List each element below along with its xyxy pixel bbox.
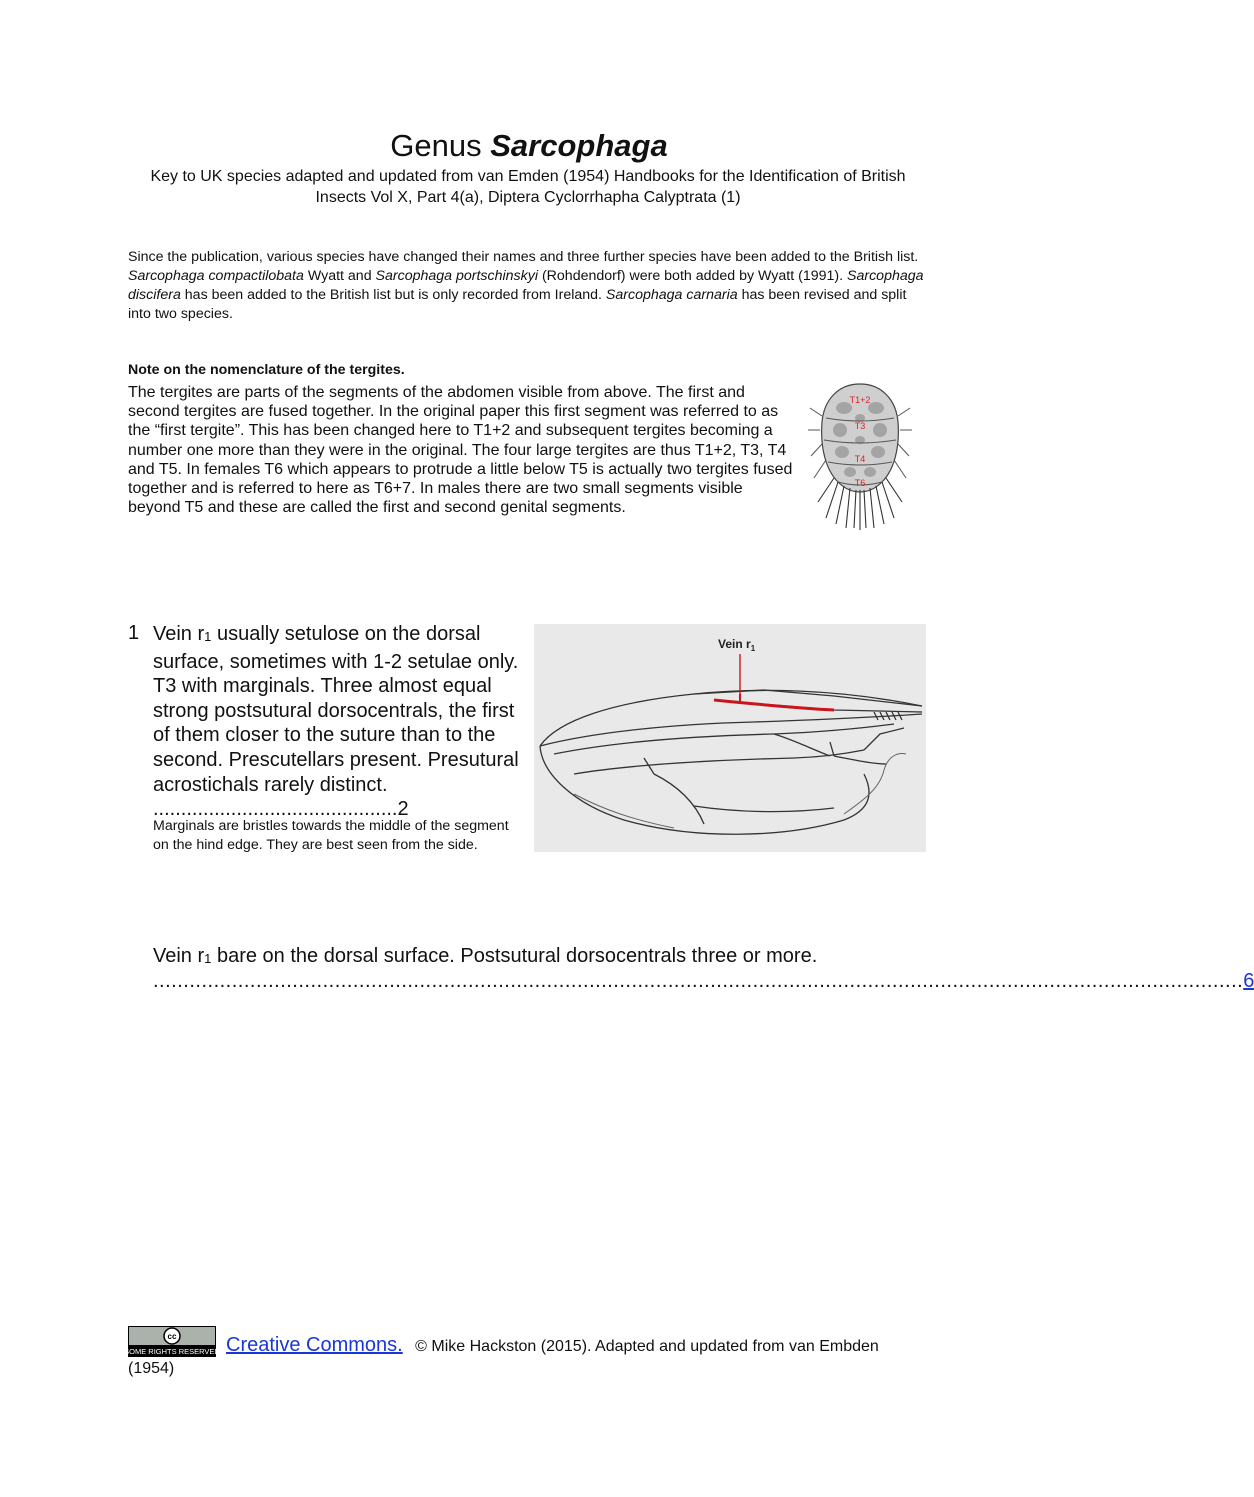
page-title [0,128,1058,164]
title-genus-name: Sarcophaga [490,128,668,163]
intro-text: has been added to the British list but is only recorded from Ireland. [180,287,606,303]
creative-commons-link[interactable]: Creative Commons. [226,1334,403,1356]
svg-text:SOME RIGHTS RESERVED: SOME RIGHTS RESERVED [124,1347,220,1356]
intro-text: (Rohdendorf) were both added by Wyatt (1991). [538,268,848,284]
intro-text: Wyatt and [303,268,376,284]
couplet-text: Vein r [153,945,205,967]
couplet-1-footnote: Marginals are bristles towards the middle of the segment on the hind edge. They are best seen from the side. [153,818,509,853]
vein-subscript: 1 [204,629,212,644]
leader-dots: .................................................................................................................................................................................... [153,970,1244,992]
couplet-text: Vein r [153,623,205,645]
couplet-1-alternative [153,944,928,971]
couplet-text: bare on the dorsal surface. Postsutural dorsocentrals three or more. [211,945,818,967]
intro-text: Since the publication, various species have changed their names and three further species have been added to the British list. [128,249,919,265]
species-name: Sarcophaga compactilobata [128,268,304,284]
species-name: Sarcophaga carnaria [605,287,738,303]
intro-paragraph [128,248,928,324]
couplet-number: 1 [128,622,140,644]
note-body: The tergites are parts of the segments of the abdomen visible from above. The first and second tergites are fused together. In the original paper this first segment was referred to as the “first tergite”. This has been changed here to T1+2 and subsequent tergites becoming a number one more than they were in the original. The four large tergites are thus T1+2, T3, T4 and T5. In females T6 which appears to protrude a little below T5 is actually two tergites fused together and is referred to here as T6+7. In males there are two small segments visible beyond T5 and these are called the first and second genital segments. [128,384,793,517]
copyright-text: © Mike Hackston (2015). Adapted and updated from van Embden (1954) [128,1338,879,1377]
couplet-1-lead [153,622,525,822]
note-heading: Note on the nomenclature of the tergites. [128,362,405,378]
intro-text: has been revised and split into two species. [128,287,907,322]
goto-couplet-6-link[interactable]: 6 [1243,970,1254,992]
vein-subscript: 1 [204,951,212,966]
tergite-label-t3: T3 [854,421,866,431]
abdomen-tergite-figure [808,378,912,530]
svg-text:cc: cc [167,1332,177,1341]
species-name: Sarcophaga discifera [128,268,924,303]
couplet-text: usually setulose on the dorsal surface, sometimes with 1-2 setulae only. T3 with marginals. Three almost equal strong postsutural dorsocentrals, the first of them closer to the suture than to the second. Prescutellars present. Presutural acrostichals rarely distinct. ............................................2 [153,623,519,821]
wing-vein-figure [534,624,926,852]
vein-r1-label: Vein $r_1$ [718,637,756,653]
title-genus: Genus [390,128,491,163]
tergite-label-t6: T6 [854,478,866,488]
footer-credit [124,1326,928,1380]
species-name: Sarcophaga portschinskyi [375,268,538,284]
couplet-leader-line [153,969,1254,994]
tergite-label-t4: T4 [854,454,866,464]
creative-commons-badge-icon [124,1326,220,1357]
tergite-label-t1-2: T1+2 [849,395,871,405]
page-subtitle: Key to UK species adapted and updated from van Emden (1954) Handbooks for the Identification of British Insects Vol X, Part 4(a), Diptera Cyclorrhapha Calyptrata (1) [150,168,906,206]
